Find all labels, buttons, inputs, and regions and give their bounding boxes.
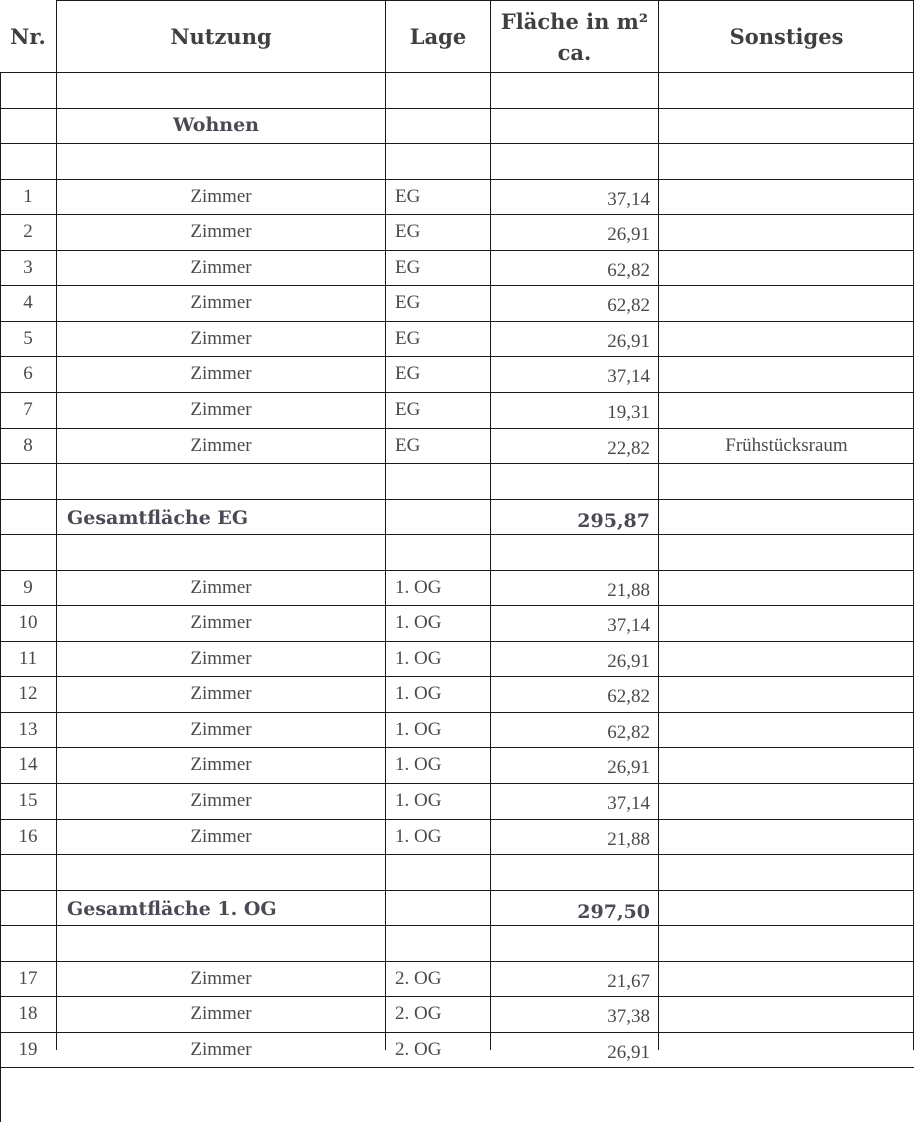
row-nr: 1 bbox=[23, 186, 33, 207]
table-grid-line bbox=[0, 641, 914, 642]
table-grid-line bbox=[0, 499, 914, 500]
table-grid-line bbox=[56, 0, 914, 1]
row-lage: 2. OG bbox=[395, 968, 442, 989]
row-nutzung: Zimmer bbox=[190, 257, 252, 278]
row-flaeche: 37,14 bbox=[607, 615, 650, 636]
row-lage: 1. OG bbox=[395, 719, 442, 740]
header-nutzung: Nutzung bbox=[170, 24, 272, 49]
table-grid-line bbox=[0, 214, 914, 215]
row-nutzung: Zimmer bbox=[190, 612, 252, 633]
row-nutzung: Zimmer bbox=[190, 790, 252, 811]
row-nr: 19 bbox=[18, 1039, 38, 1060]
row-nutzung: Zimmer bbox=[190, 826, 252, 847]
row-lage: EG bbox=[395, 186, 421, 207]
row-lage: 2. OG bbox=[395, 1039, 442, 1060]
row-lage: EG bbox=[395, 435, 421, 456]
row-nr: 8 bbox=[23, 435, 33, 456]
row-flaeche: 62,82 bbox=[607, 722, 650, 743]
row-nutzung: Zimmer bbox=[190, 1003, 252, 1024]
row-nr: 17 bbox=[18, 968, 38, 989]
table-grid-line bbox=[0, 1032, 914, 1033]
table-grid-line bbox=[0, 819, 914, 820]
table-grid-line bbox=[0, 72, 914, 73]
table-grid-line bbox=[56, 0, 57, 1050]
row-lage: 2. OG bbox=[395, 1003, 442, 1024]
row-flaeche: 26,91 bbox=[607, 651, 650, 672]
row-flaeche: 19,31 bbox=[607, 402, 650, 423]
row-nutzung: Zimmer bbox=[190, 435, 252, 456]
table-grid-line bbox=[0, 747, 914, 748]
table-grid-line bbox=[0, 570, 914, 571]
header-flaeche-line1: Fläche in m² bbox=[500, 9, 649, 34]
row-flaeche: 37,14 bbox=[607, 366, 650, 387]
header-lage: Lage bbox=[409, 24, 467, 49]
row-lage: 1. OG bbox=[395, 754, 442, 775]
row-nr: 16 bbox=[18, 826, 38, 847]
subtotal-value: 297,50 bbox=[577, 901, 650, 923]
row-nr: 13 bbox=[18, 719, 38, 740]
row-lage: 1. OG bbox=[395, 790, 442, 811]
table-grid-line bbox=[0, 285, 914, 286]
row-nr: 18 bbox=[18, 1003, 38, 1024]
row-nr: 5 bbox=[23, 328, 33, 349]
header-nr: Nr. bbox=[10, 24, 46, 49]
row-flaeche: 26,91 bbox=[607, 224, 650, 245]
subtotal-label: Gesamtfläche 1. OG bbox=[67, 898, 277, 920]
row-nutzung: Zimmer bbox=[190, 648, 252, 669]
row-nutzung: Zimmer bbox=[190, 328, 252, 349]
row-flaeche: 62,82 bbox=[607, 686, 650, 707]
row-nr: 15 bbox=[18, 790, 38, 811]
row-lage: EG bbox=[395, 399, 421, 420]
row-nr: 11 bbox=[18, 648, 38, 669]
table-grid-line bbox=[0, 1067, 914, 1068]
row-nr: 14 bbox=[18, 754, 38, 775]
row-lage: EG bbox=[395, 292, 421, 313]
row-flaeche: 37,14 bbox=[607, 793, 650, 814]
row-nutzung: Zimmer bbox=[190, 399, 252, 420]
row-lage: EG bbox=[395, 363, 421, 384]
row-lage: EG bbox=[395, 328, 421, 349]
table-grid-line bbox=[0, 392, 914, 393]
row-nr: 7 bbox=[23, 399, 33, 420]
row-nutzung: Zimmer bbox=[190, 968, 252, 989]
table-grid-line bbox=[658, 0, 659, 1050]
row-nutzung: Zimmer bbox=[190, 577, 252, 598]
table-grid-line bbox=[0, 961, 914, 962]
row-lage: 1. OG bbox=[395, 826, 442, 847]
row-flaeche: 62,82 bbox=[607, 260, 650, 281]
row-nr: 10 bbox=[18, 612, 38, 633]
subtotal-label: Gesamtfläche EG bbox=[67, 507, 249, 529]
table-grid-line bbox=[0, 605, 914, 606]
row-nutzung: Zimmer bbox=[190, 1039, 252, 1060]
table-grid-line bbox=[0, 463, 914, 464]
row-flaeche: 26,91 bbox=[607, 757, 650, 778]
row-flaeche: 62,82 bbox=[607, 295, 650, 316]
table-grid-line bbox=[0, 890, 914, 891]
row-lage: 1. OG bbox=[395, 683, 442, 704]
row-lage: 1. OG bbox=[395, 577, 442, 598]
row-flaeche: 22,82 bbox=[607, 438, 650, 459]
table-grid-line bbox=[0, 783, 914, 784]
row-flaeche: 37,14 bbox=[607, 189, 650, 210]
table-grid-line bbox=[0, 534, 914, 535]
subtotal-value: 295,87 bbox=[577, 510, 650, 532]
table-grid-line bbox=[385, 0, 386, 1050]
row-nutzung: Zimmer bbox=[190, 363, 252, 384]
header-flaeche-line2: ca. bbox=[557, 40, 592, 65]
table-grid-line bbox=[0, 250, 914, 251]
row-nutzung: Zimmer bbox=[190, 221, 252, 242]
table-grid-line bbox=[0, 925, 914, 926]
table-grid-line bbox=[0, 179, 914, 180]
row-nutzung: Zimmer bbox=[190, 683, 252, 704]
header-sonstiges: Sonstiges bbox=[729, 24, 844, 49]
row-nr: 4 bbox=[23, 292, 33, 313]
table-grid-line bbox=[0, 321, 914, 322]
row-flaeche: 37,38 bbox=[607, 1006, 650, 1027]
table-grid-line bbox=[0, 428, 914, 429]
row-nr: 6 bbox=[23, 363, 33, 384]
row-flaeche: 21,67 bbox=[607, 971, 650, 992]
table-grid-line bbox=[0, 854, 914, 855]
row-nr: 12 bbox=[18, 683, 38, 704]
row-lage: EG bbox=[395, 257, 421, 278]
row-nutzung: Zimmer bbox=[190, 292, 252, 313]
row-nutzung: Zimmer bbox=[190, 719, 252, 740]
row-lage: 1. OG bbox=[395, 648, 442, 669]
table-grid-line bbox=[0, 996, 914, 997]
row-nr: 3 bbox=[23, 257, 33, 278]
section-title: Wohnen bbox=[173, 114, 259, 136]
row-lage: 1. OG bbox=[395, 612, 442, 633]
row-lage: EG bbox=[395, 221, 421, 242]
table-grid-line bbox=[0, 676, 914, 677]
table-grid-line bbox=[0, 108, 914, 109]
row-flaeche: 21,88 bbox=[607, 829, 650, 850]
row-flaeche: 26,91 bbox=[607, 331, 650, 352]
row-flaeche: 21,88 bbox=[607, 580, 650, 601]
row-sonstiges: Frühstücksraum bbox=[725, 435, 848, 456]
row-nr: 9 bbox=[23, 577, 33, 598]
row-flaeche: 26,91 bbox=[607, 1042, 650, 1063]
table-grid-line bbox=[0, 356, 914, 357]
row-nutzung: Zimmer bbox=[190, 186, 252, 207]
row-nutzung: Zimmer bbox=[190, 754, 252, 775]
table-grid-line bbox=[0, 712, 914, 713]
table-grid-line bbox=[0, 143, 914, 144]
row-nr: 2 bbox=[23, 221, 33, 242]
